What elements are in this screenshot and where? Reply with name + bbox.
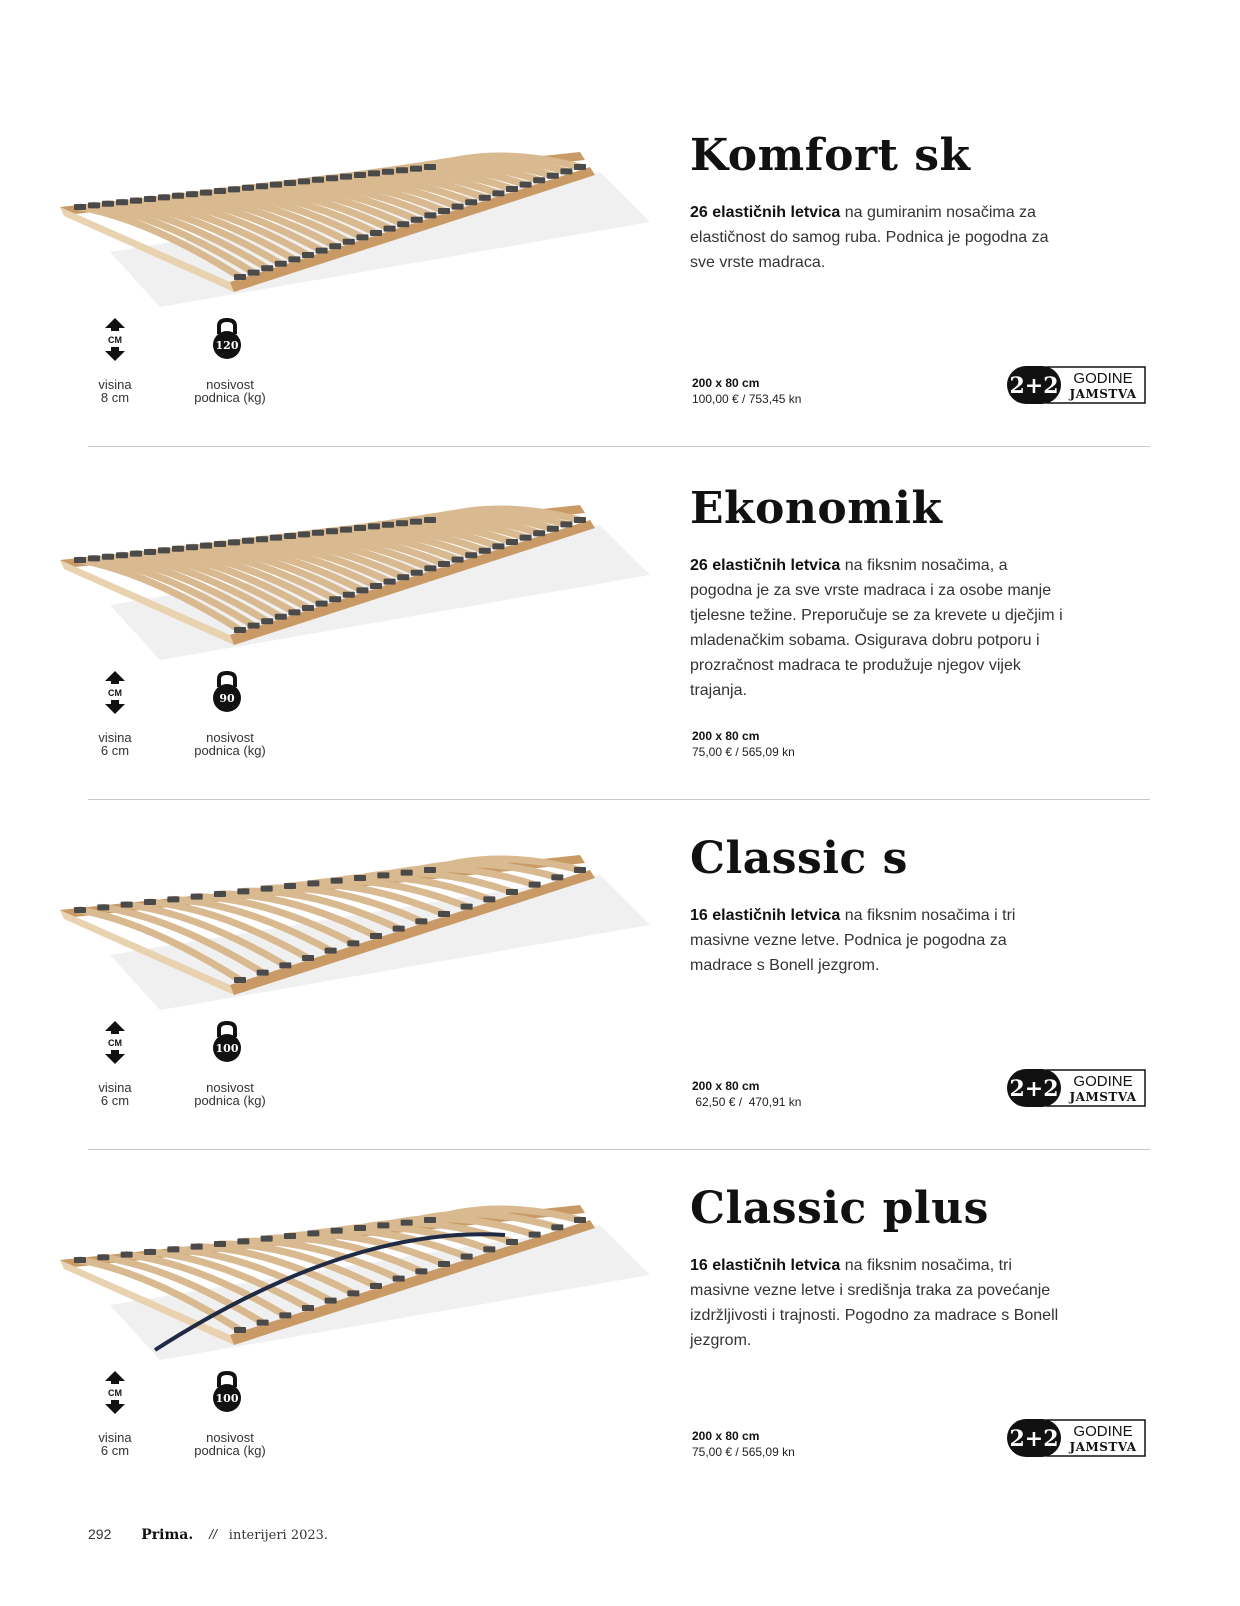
product-card xyxy=(0,465,1240,820)
load-label-line2: podnica (kg) xyxy=(194,1093,266,1108)
slat-clip xyxy=(97,904,109,910)
load-label xyxy=(180,1081,280,1107)
product-card xyxy=(0,112,1240,467)
slat-clip xyxy=(158,194,170,200)
slat-clip xyxy=(529,882,541,888)
page-number: 292 xyxy=(88,1526,112,1542)
load-value: 90 xyxy=(219,692,235,705)
description-text: na fiksnim nosačima, a pogodna je za sve vrste madraca i za osobe manje tjelesne težine. Preporučuje se za krevete u dječjim i mladenačkim sobama. Osigurava dobru potporu i prozračnost madraca te produžuje njegov vijek trajanja. xyxy=(690,557,1063,699)
load-value: 100 xyxy=(215,1392,239,1405)
slat-clip xyxy=(261,265,273,271)
slat-clip xyxy=(401,870,413,876)
slat-clip xyxy=(186,191,198,197)
slat-clip xyxy=(560,521,572,527)
slat-clip xyxy=(465,552,477,558)
footer-separator: // xyxy=(209,1526,217,1542)
slat-clip xyxy=(483,896,495,902)
brand-logo: Prima. xyxy=(141,1527,194,1543)
slat-clip xyxy=(492,190,504,196)
slat-clip xyxy=(312,530,324,536)
slat-clip xyxy=(492,543,504,549)
slat-clip xyxy=(74,557,86,563)
slat-clip xyxy=(533,530,545,536)
slat-clip xyxy=(397,221,409,227)
slat-clip xyxy=(144,899,156,905)
slat-clip xyxy=(191,894,203,900)
slat-clip xyxy=(384,579,396,585)
slat-clip xyxy=(393,1276,405,1282)
slat-clip xyxy=(370,933,382,939)
height-label xyxy=(82,1081,148,1107)
slat-clip xyxy=(228,186,240,192)
slat-clip xyxy=(74,1257,86,1263)
cm-label: CM xyxy=(108,1388,122,1398)
slat-clip xyxy=(452,557,464,563)
height-icon xyxy=(100,671,130,715)
slat-clip xyxy=(411,570,423,576)
slat-clip xyxy=(410,166,422,172)
load-label-line1: nosivost xyxy=(206,1080,254,1095)
slat-clip xyxy=(288,256,300,262)
slat-clip xyxy=(284,533,296,539)
slat-clip xyxy=(261,618,273,624)
slat-clip xyxy=(270,182,282,188)
height-label-text: visina xyxy=(98,730,132,745)
slat-clip xyxy=(506,1239,518,1245)
slat-clip xyxy=(343,592,355,598)
slat-clip xyxy=(506,889,518,895)
slat-clip xyxy=(279,962,291,968)
slat-clip xyxy=(284,180,296,186)
load-value: 100 xyxy=(215,1042,239,1055)
section-divider xyxy=(88,1149,1150,1150)
slat-clip xyxy=(172,546,184,552)
slat-clip xyxy=(483,1246,495,1252)
slat-clip xyxy=(465,199,477,205)
product-description xyxy=(690,200,1065,275)
slat-clip xyxy=(438,208,450,214)
slat-clip xyxy=(298,178,310,184)
warranty-badge xyxy=(1005,1068,1147,1108)
slat-clip xyxy=(438,561,450,567)
slat-clip xyxy=(214,188,226,194)
slat-clip xyxy=(343,239,355,245)
slat-clip xyxy=(574,1217,586,1223)
height-icon xyxy=(100,318,130,362)
description-text: na fiksnim nosačima, tri masivne vezne letve i središnja traka za povećanje izdržljivosti i trajnosti. Pogodno za madrace s Bonell jezgrom. xyxy=(690,1257,1059,1349)
slat-clip xyxy=(415,1268,427,1274)
slat-clip xyxy=(234,977,246,983)
slat-clip xyxy=(393,926,405,932)
slat-clip xyxy=(370,230,382,236)
slat-clip xyxy=(172,193,184,199)
slat-clip xyxy=(167,1246,179,1252)
load-label-line1: nosivost xyxy=(206,1430,254,1445)
load-label-line2: podnica (kg) xyxy=(194,743,266,758)
slat-clip xyxy=(257,970,269,976)
product-size: 200 x 80 cm xyxy=(692,729,760,743)
slat-clip xyxy=(356,587,368,593)
description-highlight: 16 elastičnih letvica xyxy=(690,907,841,924)
slat-clip xyxy=(551,874,563,880)
product-card xyxy=(0,1165,1240,1520)
badge-line2: JAMSTVA xyxy=(1069,1090,1137,1104)
kettlebell-icon xyxy=(210,318,244,360)
slat-clip xyxy=(329,243,341,249)
slat-clip xyxy=(424,867,436,873)
slatted-base-image xyxy=(50,112,650,322)
slat-clip xyxy=(325,948,337,954)
slat-clip xyxy=(354,172,366,178)
slat-clip xyxy=(214,1241,226,1247)
slatted-base-image xyxy=(50,465,650,675)
slat-clip xyxy=(331,878,343,884)
slat-clip xyxy=(121,902,133,908)
slat-clip xyxy=(574,867,586,873)
slat-clip xyxy=(326,528,338,534)
description-highlight: 26 elastičnih letvica xyxy=(690,204,841,221)
slat-clip xyxy=(130,551,142,557)
slat-clip xyxy=(354,1225,366,1231)
height-value: 6 cm xyxy=(100,1443,130,1458)
slat-clip xyxy=(256,536,268,542)
slat-clip xyxy=(529,1232,541,1238)
slat-clip xyxy=(368,170,380,176)
slat-clip xyxy=(356,234,368,240)
slat-clip xyxy=(97,1254,109,1260)
slat-clip xyxy=(551,1224,563,1230)
slat-clip xyxy=(88,202,100,208)
slat-clip xyxy=(415,918,427,924)
slat-clip xyxy=(424,517,436,523)
product-description xyxy=(690,903,1065,978)
slat-clip xyxy=(382,522,394,528)
badge-line2: JAMSTVA xyxy=(1069,1440,1137,1454)
height-label-text: visina xyxy=(98,1080,132,1095)
cm-label: CM xyxy=(108,688,122,698)
slat-clip xyxy=(186,544,198,550)
height-label xyxy=(82,1431,148,1457)
slat-clip xyxy=(574,164,586,170)
height-value: 6 cm xyxy=(100,1093,130,1108)
slat-clip xyxy=(116,199,128,205)
section-divider xyxy=(88,799,1150,800)
product-title: Classic plus xyxy=(690,1183,989,1234)
slat-clip xyxy=(242,185,254,191)
slat-clip xyxy=(316,248,328,254)
product-size: 200 x 80 cm xyxy=(692,376,760,390)
product-size: 200 x 80 cm xyxy=(692,1429,760,1443)
product-price: 75,00 € / 565,09 kn xyxy=(692,1445,795,1459)
slat-clip xyxy=(396,167,408,173)
slat-clip xyxy=(329,596,341,602)
slat-clip xyxy=(325,1298,337,1304)
product-card xyxy=(0,815,1240,1170)
product-size: 200 x 80 cm xyxy=(692,1079,760,1093)
slat-clip xyxy=(396,520,408,526)
slat-clip xyxy=(316,601,328,607)
section-divider xyxy=(88,446,1150,447)
slat-clip xyxy=(312,177,324,183)
slatted-base-image xyxy=(50,1165,650,1375)
load-label-line2: podnica (kg) xyxy=(194,1443,266,1458)
slat-clip xyxy=(284,883,296,889)
slat-clip xyxy=(461,1254,473,1260)
slat-clip xyxy=(88,555,100,561)
description-text: na gumiranim nosačima za elastičnost do samog ruba. Podnica je pogodna za sve vrste madraca. xyxy=(690,204,1049,271)
slat-clip xyxy=(340,527,352,533)
slat-clip xyxy=(411,217,423,223)
slat-clip xyxy=(191,1244,203,1250)
slat-clip xyxy=(533,177,545,183)
slat-clip xyxy=(424,1217,436,1223)
slat-clip xyxy=(340,174,352,180)
slat-clip xyxy=(370,583,382,589)
slat-clip xyxy=(307,1230,319,1236)
product-price: 62,50 € / 470,91 kn xyxy=(692,1095,802,1109)
slat-clip xyxy=(452,204,464,210)
load-label xyxy=(180,378,280,404)
slat-clip xyxy=(377,1222,389,1228)
slat-clip xyxy=(248,270,260,276)
slat-clip xyxy=(256,183,268,189)
slat-clip xyxy=(74,907,86,913)
product-title: Classic s xyxy=(690,833,908,884)
product-description xyxy=(690,1253,1065,1353)
slat-clip xyxy=(479,548,491,554)
slat-clip xyxy=(368,523,380,529)
slat-clip xyxy=(370,1283,382,1289)
slat-clip xyxy=(200,543,212,549)
badge-line2: JAMSTVA xyxy=(1069,387,1137,401)
slat-clip xyxy=(275,261,287,267)
slat-clip xyxy=(234,1327,246,1333)
badge-line1: GODINE xyxy=(1073,1073,1133,1090)
slat-clip xyxy=(401,1220,413,1226)
description-highlight: 16 elastičnih letvica xyxy=(690,1257,841,1274)
kettlebell-icon xyxy=(210,1021,244,1063)
height-label xyxy=(82,378,148,404)
product-price: 100,00 € / 753,45 kn xyxy=(692,392,802,406)
slat-clip xyxy=(288,609,300,615)
warranty-badge xyxy=(1005,1418,1147,1458)
height-label xyxy=(82,731,148,757)
slat-clip xyxy=(102,201,114,207)
slat-clip xyxy=(158,547,170,553)
slat-clip xyxy=(506,186,518,192)
slat-clip xyxy=(214,541,226,547)
slat-clip xyxy=(284,1233,296,1239)
height-label-text: visina xyxy=(98,377,132,392)
kettlebell-icon xyxy=(210,671,244,713)
slat-clip xyxy=(257,1320,269,1326)
slat-clip xyxy=(130,198,142,204)
slat-clip xyxy=(167,896,179,902)
slat-clip xyxy=(248,623,260,629)
slat-clip xyxy=(547,526,559,532)
product-description xyxy=(690,553,1065,703)
badge-number: 2+2 xyxy=(1009,373,1059,399)
load-label xyxy=(180,731,280,757)
slat-clip xyxy=(116,552,128,558)
slat-clip xyxy=(275,614,287,620)
slat-clip xyxy=(302,955,314,961)
slat-clip xyxy=(261,1236,273,1242)
slat-clip xyxy=(424,565,436,571)
badge-number: 2+2 xyxy=(1009,1426,1059,1452)
description-text: na fiksnim nosačima i tri masivne vezne letve. Podnica je pogodna za madrace s Bonell jezgrom. xyxy=(690,907,1016,974)
slat-clip xyxy=(302,252,314,258)
slat-clip xyxy=(382,169,394,175)
slat-clip xyxy=(144,549,156,555)
slat-clip xyxy=(121,1252,133,1258)
height-value: 6 cm xyxy=(100,743,130,758)
badge-line1: GODINE xyxy=(1073,370,1133,387)
slat-clip xyxy=(144,196,156,202)
slat-clip xyxy=(279,1312,291,1318)
slat-clip xyxy=(397,574,409,580)
description-highlight: 26 elastičnih letvica xyxy=(690,557,841,574)
height-icon xyxy=(100,1371,130,1415)
slat-clip xyxy=(261,886,273,892)
cm-label: CM xyxy=(108,335,122,345)
slat-clip xyxy=(74,204,86,210)
load-label-line1: nosivost xyxy=(206,377,254,392)
slat-clip xyxy=(520,535,532,541)
slat-clip xyxy=(377,872,389,878)
page-footer xyxy=(88,1526,328,1543)
height-label-text: visina xyxy=(98,1430,132,1445)
slat-clip xyxy=(354,875,366,881)
slat-clip xyxy=(242,538,254,544)
cm-label: CM xyxy=(108,1038,122,1048)
slat-clip xyxy=(326,175,338,181)
slat-clip xyxy=(302,605,314,611)
slat-clip xyxy=(331,1228,343,1234)
slat-clip xyxy=(228,539,240,545)
badge-line1: GODINE xyxy=(1073,1423,1133,1440)
slat-clip xyxy=(270,535,282,541)
slat-clip xyxy=(307,880,319,886)
slat-clip xyxy=(347,940,359,946)
slat-clip xyxy=(234,274,246,280)
height-icon xyxy=(100,1021,130,1065)
magazine-name: interijeri 2023. xyxy=(228,1528,329,1543)
slat-clip xyxy=(560,168,572,174)
slat-clip xyxy=(298,531,310,537)
slat-clip xyxy=(237,1238,249,1244)
slat-clip xyxy=(102,554,114,560)
product-price: 75,00 € / 565,09 kn xyxy=(692,745,795,759)
slat-clip xyxy=(461,904,473,910)
slat-clip xyxy=(200,190,212,196)
slat-clip xyxy=(234,627,246,633)
load-label-line1: nosivost xyxy=(206,730,254,745)
slat-clip xyxy=(354,525,366,531)
slat-clip xyxy=(144,1249,156,1255)
slat-clip xyxy=(237,888,249,894)
kettlebell-icon xyxy=(210,1371,244,1413)
slat-clip xyxy=(424,212,436,218)
slat-clip xyxy=(410,519,422,525)
product-title: Komfort sk xyxy=(690,130,971,181)
load-value: 120 xyxy=(215,339,239,352)
slat-clip xyxy=(214,891,226,897)
load-label-line2: podnica (kg) xyxy=(194,390,266,405)
load-label xyxy=(180,1431,280,1457)
slat-clip xyxy=(384,226,396,232)
product-title: Ekonomik xyxy=(690,483,943,534)
slat-clip xyxy=(506,539,518,545)
height-value: 8 cm xyxy=(100,390,130,405)
slat-clip xyxy=(574,517,586,523)
badge-number: 2+2 xyxy=(1009,1076,1059,1102)
slat-clip xyxy=(302,1305,314,1311)
slat-clip xyxy=(520,182,532,188)
slat-clip xyxy=(438,1261,450,1267)
slat-clip xyxy=(547,173,559,179)
slat-clip xyxy=(347,1290,359,1296)
slatted-base-image xyxy=(50,815,650,1025)
slat-clip xyxy=(424,164,436,170)
warranty-badge xyxy=(1005,365,1147,405)
slat-clip xyxy=(479,195,491,201)
slat-clip xyxy=(438,911,450,917)
